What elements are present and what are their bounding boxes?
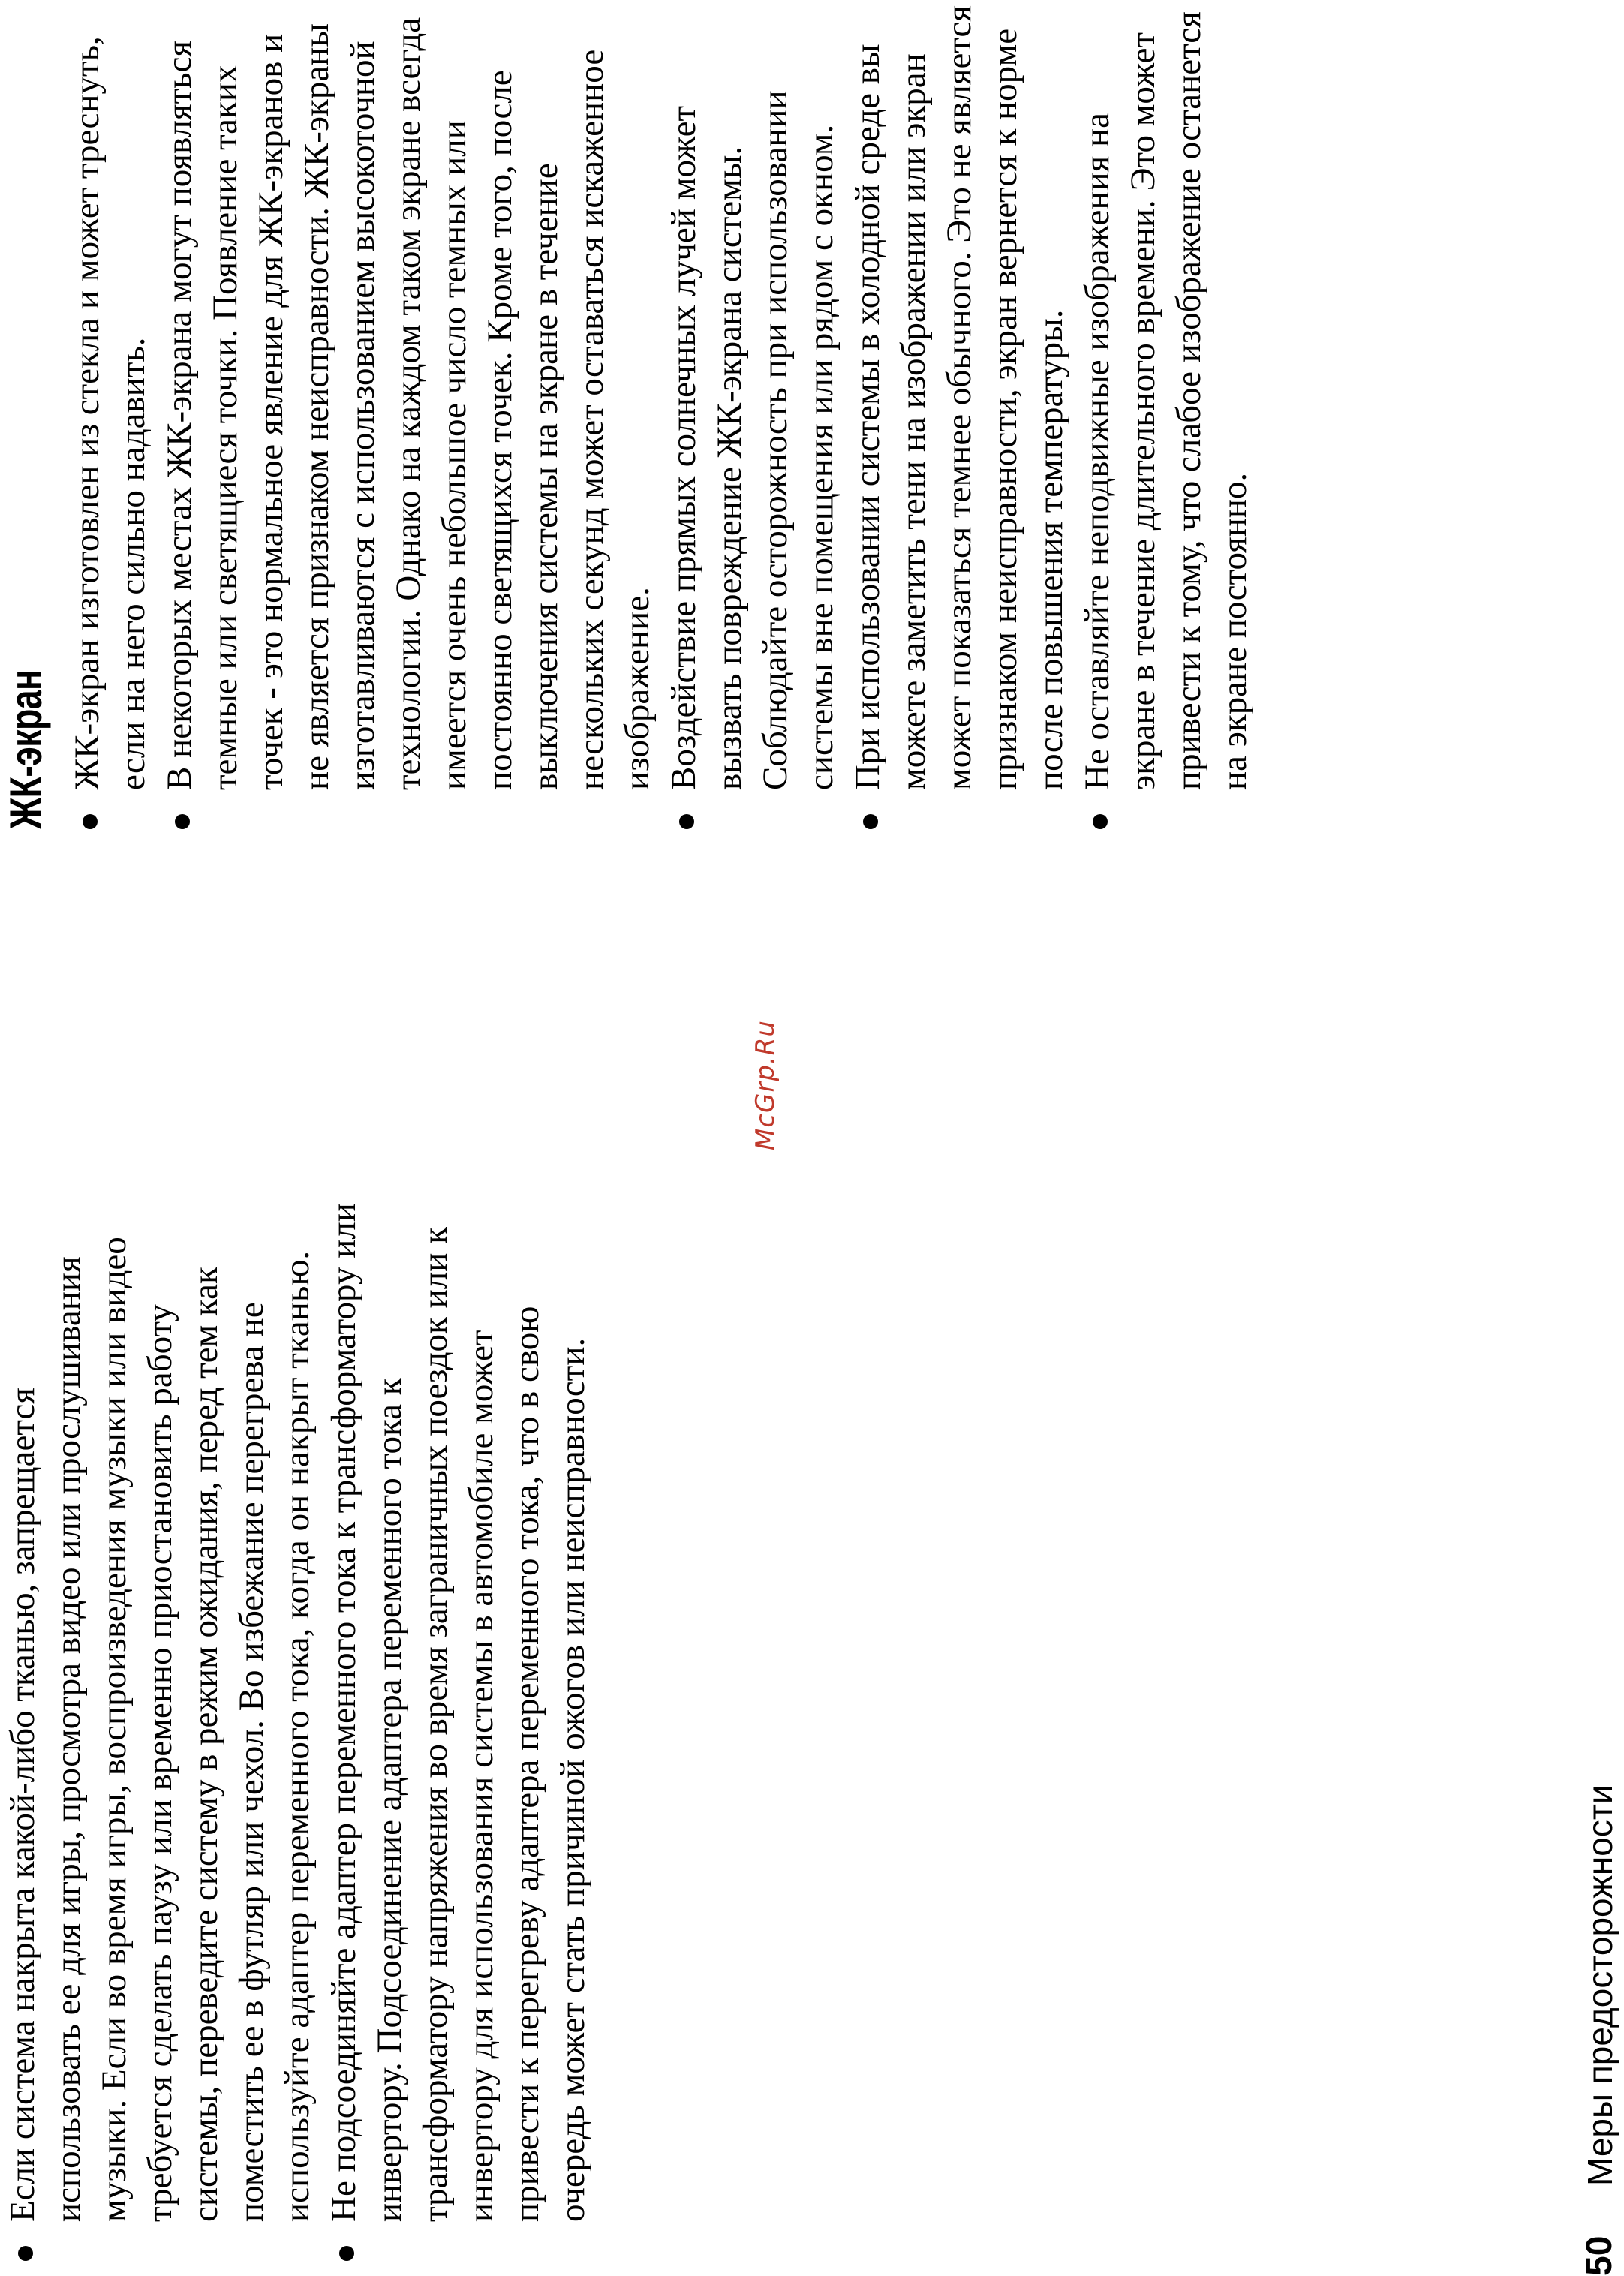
bullet-dot-icon — [679, 814, 694, 829]
bullet-dot-icon — [863, 814, 878, 829]
list-item-text: ЖК-экран изготовлен из стекла и может треснуть, если на него сильно надавить. — [68, 36, 152, 790]
list-item-text: Воздействие прямых солнечных лучей может вызвать повреждение ЖК-экрана системы. Соблюдайте осторожность при использовании системы вне помещения или рядом с окном. — [664, 90, 841, 790]
page-number: 50 — [1580, 2235, 1619, 2276]
section-title: ЖК-экран — [1, 669, 51, 829]
list-item — [65, 4, 156, 829]
bullet-dot-icon — [18, 2246, 33, 2261]
list-item — [0, 1195, 320, 2261]
list-item-text: Не оставляйте неподвижные изображения на экране в течение длительного времени. Это может привести к тому, что слабое изображение останется на экране постоянно. — [1078, 11, 1254, 790]
list-item — [845, 4, 1074, 829]
list-item-text: В некоторых местах ЖК-экрана могут появляться темные или светящиеся точки. Появление таких точек - это нормальное явление для ЖК-экранов и не является признаком неисправности. ЖК-экраны изготавливаются с использованием высокоточной технологии. Однако на каждом таком экране всегда имеется очень небольшое число темных или постоянно светящихся точек. Кроме того, после выключения системы на экране в течение нескольких секунд может оставаться искаженное изображение. — [160, 17, 657, 790]
list-item-text: При использовании системы в холодной среде вы можете заметить тени на изображении или экран может показаться темнее обычного. Это не является признаком неисправности, экран вернется к норме после повышения температуры. — [848, 5, 1070, 790]
list-item — [1075, 4, 1258, 829]
watermark: McGrp.Ru — [750, 1020, 780, 1150]
footer-section-name: Меры предосторожности — [1580, 1784, 1619, 2186]
left-column — [0, 1195, 597, 2261]
bullet-dot-icon — [175, 814, 190, 829]
list-item — [157, 4, 660, 829]
bullet-dot-icon — [83, 814, 98, 829]
list-item-text: Не подсоединяйте адаптер переменного тока к трансформатору или инвертору. Подсоединение адаптера переменного тока к трансформатору напряжения во время заграничных поездок или к инвертору для использования системы в автомобиле может привести к перегреву адаптера переменного тока, что в свою очередь может стать причиной ожогов или неисправности. — [324, 1203, 592, 2222]
list-item — [661, 4, 844, 829]
list-item-text: Если система накрыта какой-либо тканью, запрещается использовать ее для игры, просмотра видео или прослушивания музыки. Если во время игры, воспроизведения музыки или видео требуется сделать паузу или временно приостановить работу системы, переведите систему в режим ожидания, перед тем как поместить ее в футляр или чехол. Во избежание перегрева не используйте адаптер переменного тока, когда он накрыт тканью. — [3, 1237, 317, 2222]
list-item — [321, 1195, 596, 2261]
page-footer — [1576, 0, 1624, 2276]
bullet-dot-icon — [1093, 814, 1108, 829]
right-column — [0, 4, 1259, 829]
left-bullet-list — [0, 1195, 596, 2261]
right-bullet-list — [65, 4, 1258, 829]
bullet-dot-icon — [339, 2246, 354, 2261]
